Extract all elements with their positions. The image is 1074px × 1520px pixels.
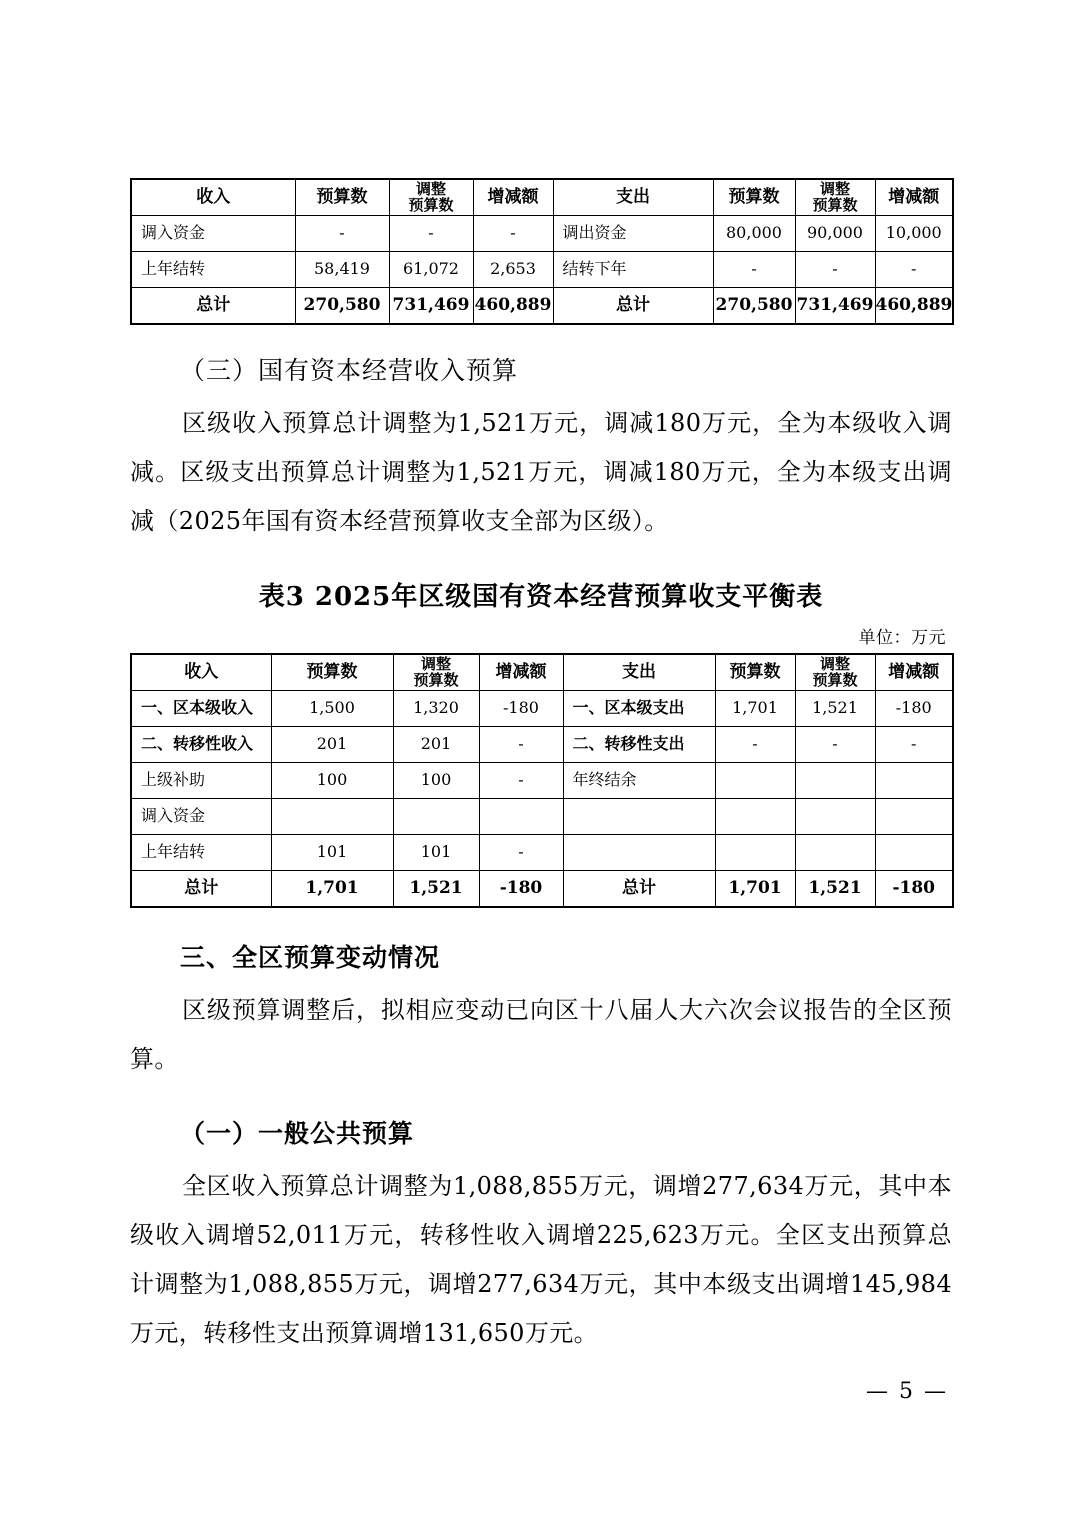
cell-income-label: 总计: [131, 288, 295, 325]
cell-expend-label: 结转下年: [553, 252, 713, 288]
table-header-row: [131, 654, 953, 691]
table-total-row: [131, 288, 953, 325]
header-adjusted-line1: 调整: [415, 179, 446, 198]
cell-income-label: 二、转移性收入: [131, 727, 271, 763]
table3-title: 表3 2025年区级国有资本经营预算收支平衡表: [258, 582, 824, 612]
paragraph-section-three: 区级收入预算总计调整为1,521万元，调减180万元，全为本级收入调减。区级支出预算总计调整为1,521万元，调减180万元，全为本级支出调减（2025年国有资本经营预算收支全部为区级）。: [130, 409, 952, 535]
header-change: 增减额: [473, 179, 553, 216]
cell-income-label: 上级补助: [131, 763, 271, 799]
cell-income-adjusted: 100: [393, 763, 479, 799]
cell-expend-budget: [715, 835, 795, 871]
table-continuation: [130, 178, 954, 325]
header-adjusted-budget-exp: [795, 179, 875, 216]
cell-expend-budget: 270,580: [713, 288, 795, 325]
heading-section-three: （三）国有资本经营收入预算: [180, 356, 519, 385]
header-change-exp: 增减额: [875, 654, 953, 691]
header-adjusted-exp-line2: 预算数: [812, 670, 858, 689]
paragraph-section-san: 区级预算调整后，拟相应变动已向区十八届人大六次会议报告的全区预算。: [130, 996, 952, 1073]
cell-expend-budget: -: [713, 252, 795, 288]
cell-expend-budget: 1,701: [715, 871, 795, 908]
cell-income-adjusted: [393, 799, 479, 835]
heading-section-one: （一）一般公共预算: [180, 1119, 415, 1148]
cell-income-change: [479, 799, 563, 835]
cell-income-budget: -: [295, 216, 389, 252]
header-adjusted-exp-line1: 调整: [819, 654, 850, 673]
table-header-row: [131, 179, 953, 216]
cell-income-adjusted: 61,072: [389, 252, 473, 288]
cell-expend-label: 总计: [563, 871, 715, 908]
cell-income-change: -: [479, 763, 563, 799]
cell-income-label: 总计: [131, 871, 271, 908]
cell-income-budget: 100: [271, 763, 393, 799]
table-3: [130, 653, 954, 908]
paragraph-section-one: 全区收入预算总计调整为1,088,855万元，调增277,634万元，其中本级收入调增52,011万元，转移性收入调增225,623万元。全区支出预算总计调整为1,088,855万元，调增277,634万元，其中本级支出调增145,984万元，转移性支出预算调增131,650万元。: [130, 1172, 952, 1347]
header-income: 收入: [131, 179, 295, 216]
cell-expend-adjusted: [795, 763, 875, 799]
cell-income-change: 460,889: [473, 288, 553, 325]
cell-income-adjusted: -: [389, 216, 473, 252]
cell-income-budget: 1,701: [271, 871, 393, 908]
cell-income-budget: [271, 799, 393, 835]
cell-income-budget: 201: [271, 727, 393, 763]
cell-expend-change: [875, 763, 953, 799]
table-row: [131, 763, 953, 799]
cell-income-adjusted: 1,521: [393, 871, 479, 908]
cell-income-change: -180: [479, 871, 563, 908]
cell-expend-label: 二、转移性支出: [563, 727, 715, 763]
header-change-exp: 增减额: [875, 179, 953, 216]
cell-expend-adjusted: 1,521: [795, 691, 875, 727]
table-row: [131, 727, 953, 763]
table-row: [131, 252, 953, 288]
cell-income-adjusted: 731,469: [389, 288, 473, 325]
page-content: [130, 178, 952, 1358]
cell-expend-adjusted: -: [795, 252, 875, 288]
cell-expend-change: -: [875, 727, 953, 763]
cell-income-change: -: [479, 835, 563, 871]
table-row: [131, 216, 953, 252]
header-budget-exp: 预算数: [715, 654, 795, 691]
cell-expend-label: 总计: [553, 288, 713, 325]
cell-income-change: 2,653: [473, 252, 553, 288]
cell-expend-adjusted: 731,469: [795, 288, 875, 325]
cell-income-label: 上年结转: [131, 835, 271, 871]
cell-income-change: -180: [479, 691, 563, 727]
header-adjusted-line2: 预算数: [413, 670, 459, 689]
cell-expend-budget: [715, 799, 795, 835]
cell-expend-label: 调出资金: [553, 216, 713, 252]
cell-expend-adjusted: -: [795, 727, 875, 763]
header-change: 增减额: [479, 654, 563, 691]
header-income: 收入: [131, 654, 271, 691]
cell-expend-adjusted: [795, 835, 875, 871]
cell-income-label: 一、区本级收入: [131, 691, 271, 727]
cell-expend-change: 460,889: [875, 288, 953, 325]
cell-income-label: 调入资金: [131, 216, 295, 252]
header-expenditure: 支出: [563, 654, 715, 691]
cell-income-adjusted: 101: [393, 835, 479, 871]
header-expenditure: 支出: [553, 179, 713, 216]
table-row: [131, 691, 953, 727]
header-budget: 预算数: [295, 179, 389, 216]
cell-expend-change: [875, 835, 953, 871]
cell-income-label: 上年结转: [131, 252, 295, 288]
header-adjusted-exp-line2: 预算数: [812, 195, 858, 214]
header-adjusted-line1: 调整: [420, 654, 451, 673]
cell-expend-budget: 1,701: [715, 691, 795, 727]
cell-expend-label: [563, 799, 715, 835]
header-adjusted-exp-line1: 调整: [819, 179, 850, 198]
header-adjusted-budget-exp: [795, 654, 875, 691]
cell-income-adjusted: 1,320: [393, 691, 479, 727]
cell-income-budget: 101: [271, 835, 393, 871]
cell-expend-change: -: [875, 252, 953, 288]
cell-income-budget: 270,580: [295, 288, 389, 325]
cell-expend-label: [563, 835, 715, 871]
cell-income-change: -: [479, 727, 563, 763]
cell-expend-budget: -: [715, 727, 795, 763]
table-total-row: [131, 871, 953, 908]
cell-expend-budget: 80,000: [713, 216, 795, 252]
cell-expend-change: -180: [875, 871, 953, 908]
cell-expend-adjusted: 90,000: [795, 216, 875, 252]
cell-expend-label: 年终结余: [563, 763, 715, 799]
header-adjusted-line2: 预算数: [408, 195, 454, 214]
page-number: — 5 —: [866, 1379, 948, 1404]
header-adjusted-budget: [393, 654, 479, 691]
table-row: [131, 799, 953, 835]
cell-expend-change: 10,000: [875, 216, 953, 252]
header-adjusted-budget: [389, 179, 473, 216]
cell-expend-adjusted: 1,521: [795, 871, 875, 908]
table-row: [131, 835, 953, 871]
heading-section-san: 三、全区预算变动情况: [180, 943, 441, 972]
cell-income-budget: 58,419: [295, 252, 389, 288]
cell-expend-budget: [715, 763, 795, 799]
cell-expend-change: -180: [875, 691, 953, 727]
cell-expend-label: 一、区本级支出: [563, 691, 715, 727]
cell-income-budget: 1,500: [271, 691, 393, 727]
cell-income-change: -: [473, 216, 553, 252]
cell-expend-adjusted: [795, 799, 875, 835]
table3-unit: 单位：万元: [858, 628, 946, 648]
header-budget-exp: 预算数: [713, 179, 795, 216]
cell-expend-change: [875, 799, 953, 835]
cell-income-label: 调入资金: [131, 799, 271, 835]
header-budget: 预算数: [271, 654, 393, 691]
cell-income-adjusted: 201: [393, 727, 479, 763]
